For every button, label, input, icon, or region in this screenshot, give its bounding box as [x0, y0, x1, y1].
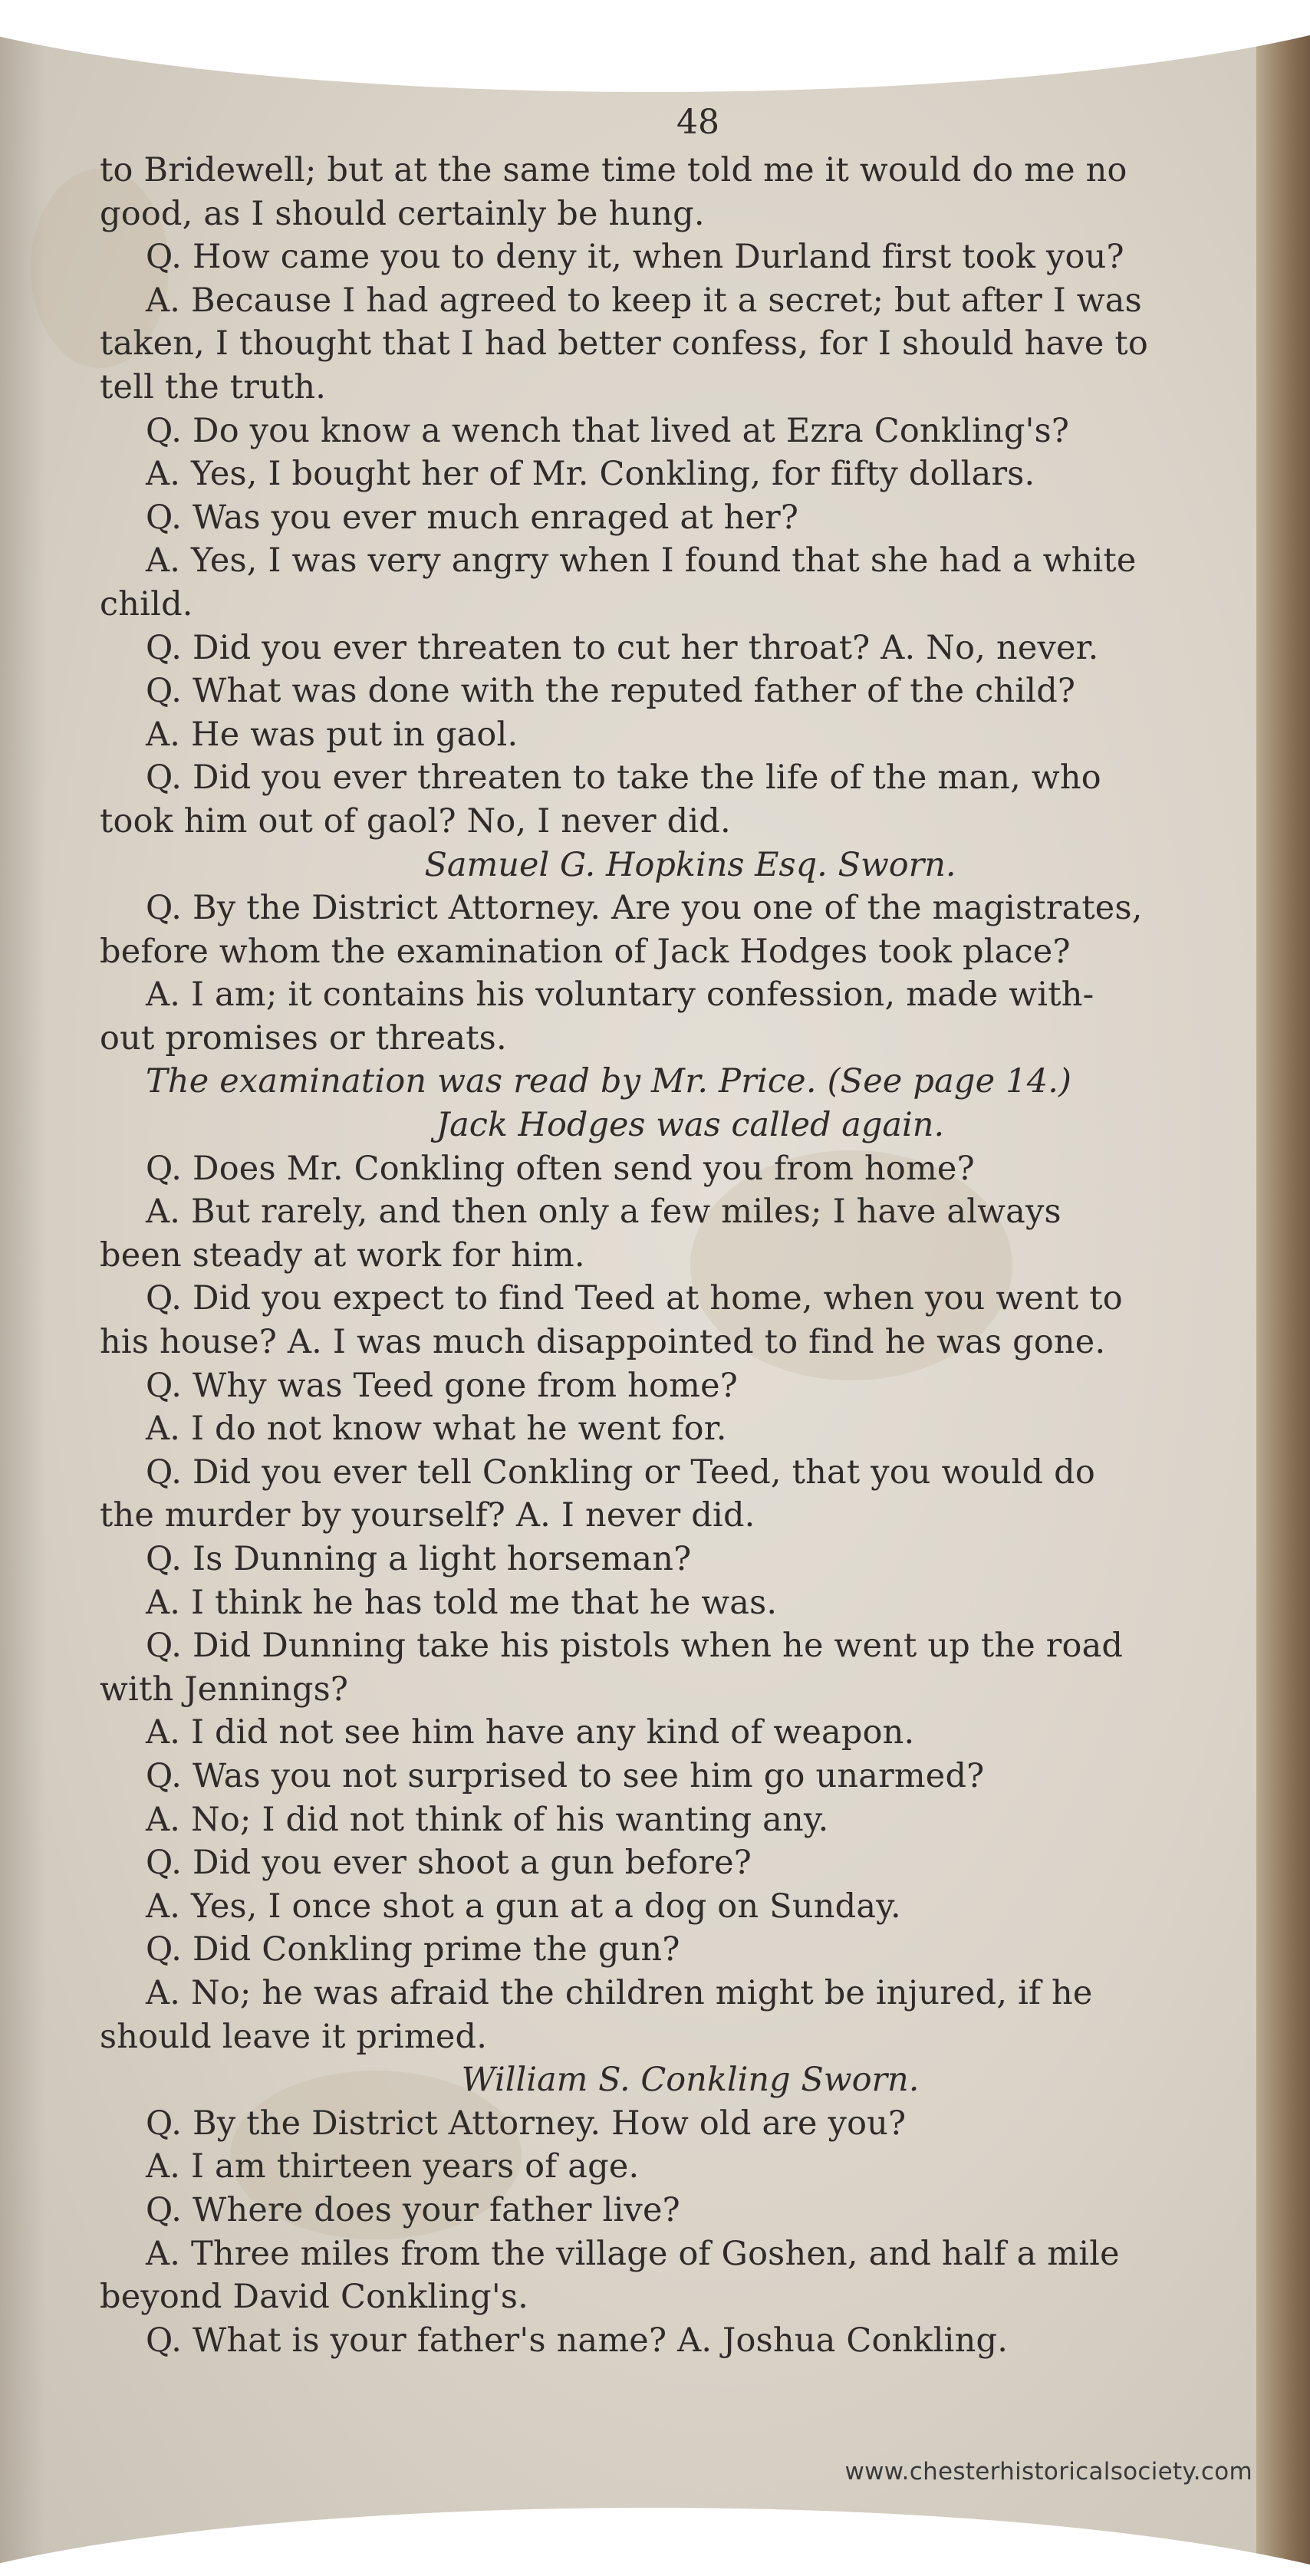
- text-line: A. I am thirteen years of age.: [146, 2147, 640, 2186]
- text-line: A. Yes, I bought her of Mr. Conkling, for fifty dollars.: [146, 455, 1035, 494]
- page-text: [100, 100, 1266, 2362]
- page-left-shadow: [0, 0, 46, 2576]
- text-line: Q. By the District Attorney. Are you one of the magistrates,: [146, 889, 1143, 928]
- text-line: Q. Did you ever shoot a gun before?: [146, 1844, 752, 1883]
- text-line: A. I did not see him have any kind of weapon.: [146, 1713, 915, 1752]
- witness-heading: Jack Hodges was called again.: [436, 1106, 945, 1145]
- text-line: A. Yes, I was very angry when I found that she had a white: [146, 541, 1137, 581]
- text-line: tell the truth.: [100, 367, 327, 406]
- text-line: with Jennings?: [100, 1670, 349, 1709]
- text-line: Q. How came you to deny it, when Durland first took you?: [146, 238, 1124, 277]
- text-line: before whom the examination of Jack Hodges took place?: [100, 932, 1071, 971]
- text-line: Q. Is Dunning a light horseman?: [146, 1540, 692, 1578]
- text-line: beyond David Conkling's.: [100, 2278, 529, 2317]
- text-line: Q. Did you ever threaten to cut her throat? A. No, never.: [146, 628, 1099, 667]
- text-line: took him out of gaol? No, I never did.: [100, 801, 731, 841]
- text-line: Q. Does Mr. Conkling often send you from home?: [146, 1149, 975, 1188]
- text-line: A. No; I did not think of his wanting any.: [146, 1800, 829, 1839]
- text-line: to Bridewell; but at the same time told me it would do me no: [100, 151, 1127, 189]
- text-line: Q. Did you ever threaten to take the life of the man, who: [146, 758, 1101, 798]
- text-line: should leave it primed.: [100, 2017, 488, 2056]
- text-line: Q. Did you expect to find Teed at home, when you went to: [146, 1279, 1123, 1318]
- text-line: Q. Do you know a wench that lived at Ezra Conkling's?: [146, 411, 1070, 450]
- text-line: A. Three miles from the village of Goshen, and half a mile: [146, 2234, 1120, 2273]
- text-line: A. Yes, I once shot a gun at a dog on Sunday.: [146, 1887, 901, 1926]
- text-line: Q. Did Dunning take his pistols when he went up the road: [146, 1627, 1124, 1666]
- scan-background-top: [0, 0, 1310, 92]
- text-line: Q. Why was Teed gone from home?: [146, 1366, 738, 1405]
- text-line: Q. Was you not surprised to see him go unarmed?: [146, 1756, 985, 1795]
- text-line: child.: [100, 584, 193, 623]
- text-line: Q. What was done with the reputed father of the child?: [146, 672, 1076, 711]
- text-line: Q. What is your father's name? A. Joshua Conkling.: [146, 2321, 1009, 2360]
- text-line: Q. Did Conkling prime the gun?: [146, 1930, 680, 1969]
- text-line: the murder by yourself? A. I never did.: [100, 1496, 755, 1535]
- text-line: good, as I should certainly be hung.: [100, 194, 705, 233]
- text-line: The examination was read by Mr. Price. (See page 14.): [146, 1062, 1072, 1101]
- text-line: A. I think he has told me that he was.: [146, 1583, 778, 1622]
- text-line: Q. Where does your father live?: [146, 2190, 680, 2229]
- witness-heading: William S. Conkling Sworn.: [461, 2061, 920, 2100]
- text-line: out promises or threats.: [100, 1018, 507, 1058]
- text-line: been steady at work for him.: [100, 1235, 585, 1275]
- text-line: A. But rarely, and then only a few miles; I have always: [146, 1193, 1061, 1232]
- text-line: taken, I thought that I had better confess, for I should have to: [100, 324, 1148, 364]
- text-line: A. Because I had agreed to keep it a secret; but after I was: [146, 281, 1142, 320]
- text-line: A. I am; it contains his voluntary confession, made with-: [146, 975, 1094, 1015]
- text-line: Q. Was you ever much enraged at her?: [146, 498, 799, 537]
- text-line: his house? A. I was much disappointed to find he was gone.: [100, 1323, 1106, 1362]
- scan-background-bottom: [0, 2508, 1310, 2576]
- text-line: Q. By the District Attorney. How old are you?: [146, 2104, 907, 2143]
- watermark: www.chesterhistoricalsociety.com: [844, 2458, 1252, 2486]
- text-line: A. I do not know what he went for.: [146, 1410, 727, 1449]
- text-line: Q. Did you ever tell Conkling or Teed, that you would do: [146, 1452, 1095, 1492]
- text-line: A. He was put in gaol.: [146, 715, 518, 754]
- text-line: A. No; he was afraid the children might be injured, if he: [146, 1973, 1093, 2012]
- page-number: 48: [676, 103, 719, 142]
- witness-heading: Samuel G. Hopkins Esq. Sworn.: [424, 845, 956, 884]
